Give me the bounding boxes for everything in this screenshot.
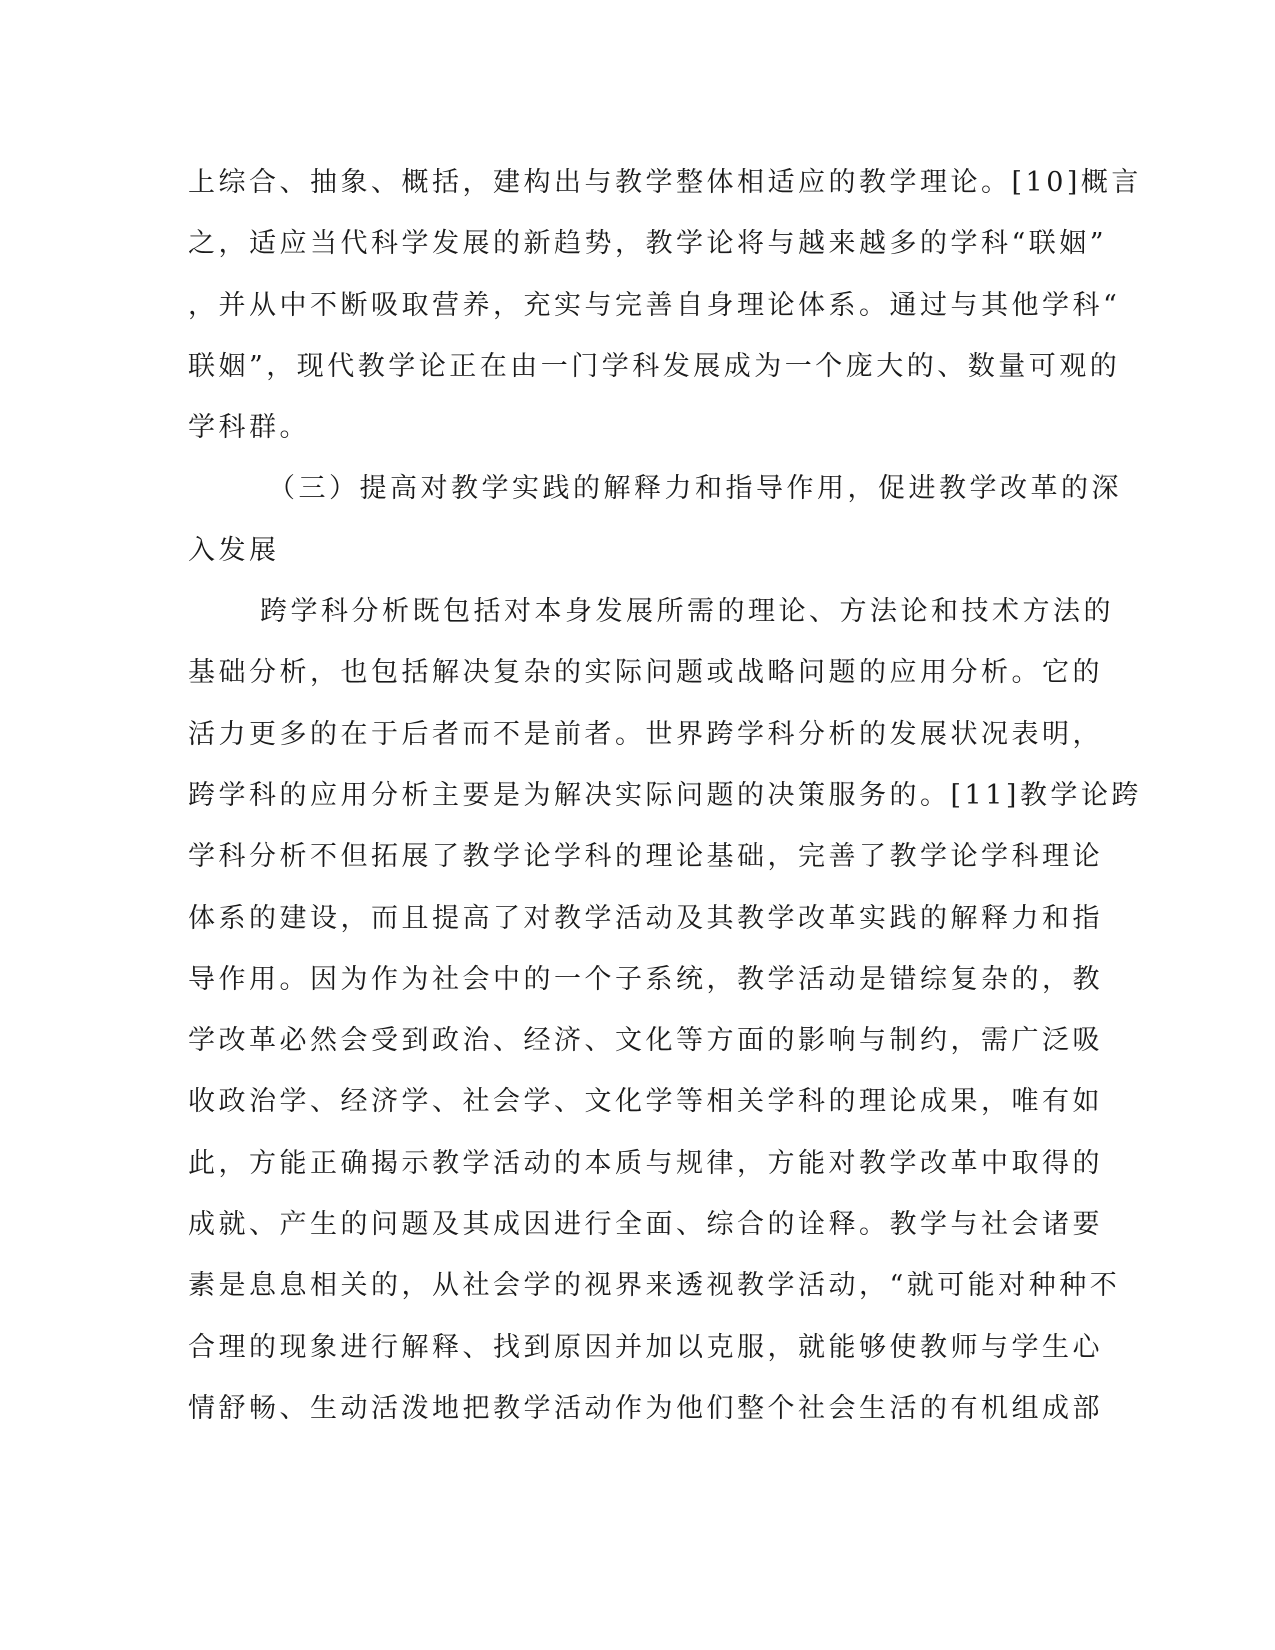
text-line: 跨学科的应用分析主要是为解决实际问题的决策服务的。[11]教学论跨 [188, 779, 1142, 811]
text-line: 合理的现象进行解释、找到原因并加以克服，就能够使教师与学生心 [188, 1331, 1103, 1363]
text-line: 活力更多的在于后者而不是前者。世界跨学科分析的发展状况表明， [188, 718, 1103, 750]
text-line: ，并从中不断吸取营养，充实与完善自身理论体系。通过与其他学科“ [188, 289, 1121, 321]
text-line: 情舒畅、生动活泼地把教学活动作为他们整个社会生活的有机组成部 [188, 1392, 1103, 1424]
text-line: 成就、产生的问题及其成因进行全面、综合的诠释。教学与社会诸要 [188, 1209, 1103, 1241]
section-heading-line: （三）提高对教学实践的解释力和指导作用，促进教学改革的深 [268, 473, 1122, 505]
text-line: 收政治学、经济学、社会学、文化学等相关学科的理论成果，唯有如 [188, 1086, 1103, 1118]
text-line: 学改革必然会受到政治、经济、文化等方面的影响与制约，需广泛吸 [188, 1025, 1103, 1057]
text-line: 此，方能正确揭示教学活动的本质与规律，方能对教学改革中取得的 [188, 1147, 1103, 1179]
body-text [188, 163, 1142, 1450]
text-line: 联姻”，现代教学论正在由一门学科发展成为一个庞大的、数量可观的 [188, 350, 1121, 382]
section-heading-line: 入发展 [188, 534, 280, 566]
text-line: 学科分析不但拓展了教学论学科的理论基础，完善了教学论学科理论 [188, 841, 1103, 873]
text-line: 导作用。因为作为社会中的一个子系统，教学活动是错综复杂的，教 [188, 963, 1103, 995]
text-line: 体系的建设，而且提高了对教学活动及其教学改革实践的解释力和指 [188, 902, 1103, 934]
text-line: 跨学科分析既包括对本身发展所需的理论、方法论和技术方法的 [260, 596, 1114, 628]
text-line: 上综合、抽象、概括，建构出与教学整体相适应的教学理论。[10]概言 [188, 167, 1142, 198]
text-line: 之，适应当代科学发展的新趋势，教学论将与越来越多的学科“联姻” [188, 228, 1108, 260]
text-line: 素是息息相关的，从社会学的视界来透视教学活动，“就可能对种种不 [188, 1270, 1121, 1302]
text-line: 学科群。 [188, 412, 310, 444]
text-line: 基础分析，也包括解决复杂的实际问题或战略问题的应用分析。它的 [188, 657, 1103, 689]
